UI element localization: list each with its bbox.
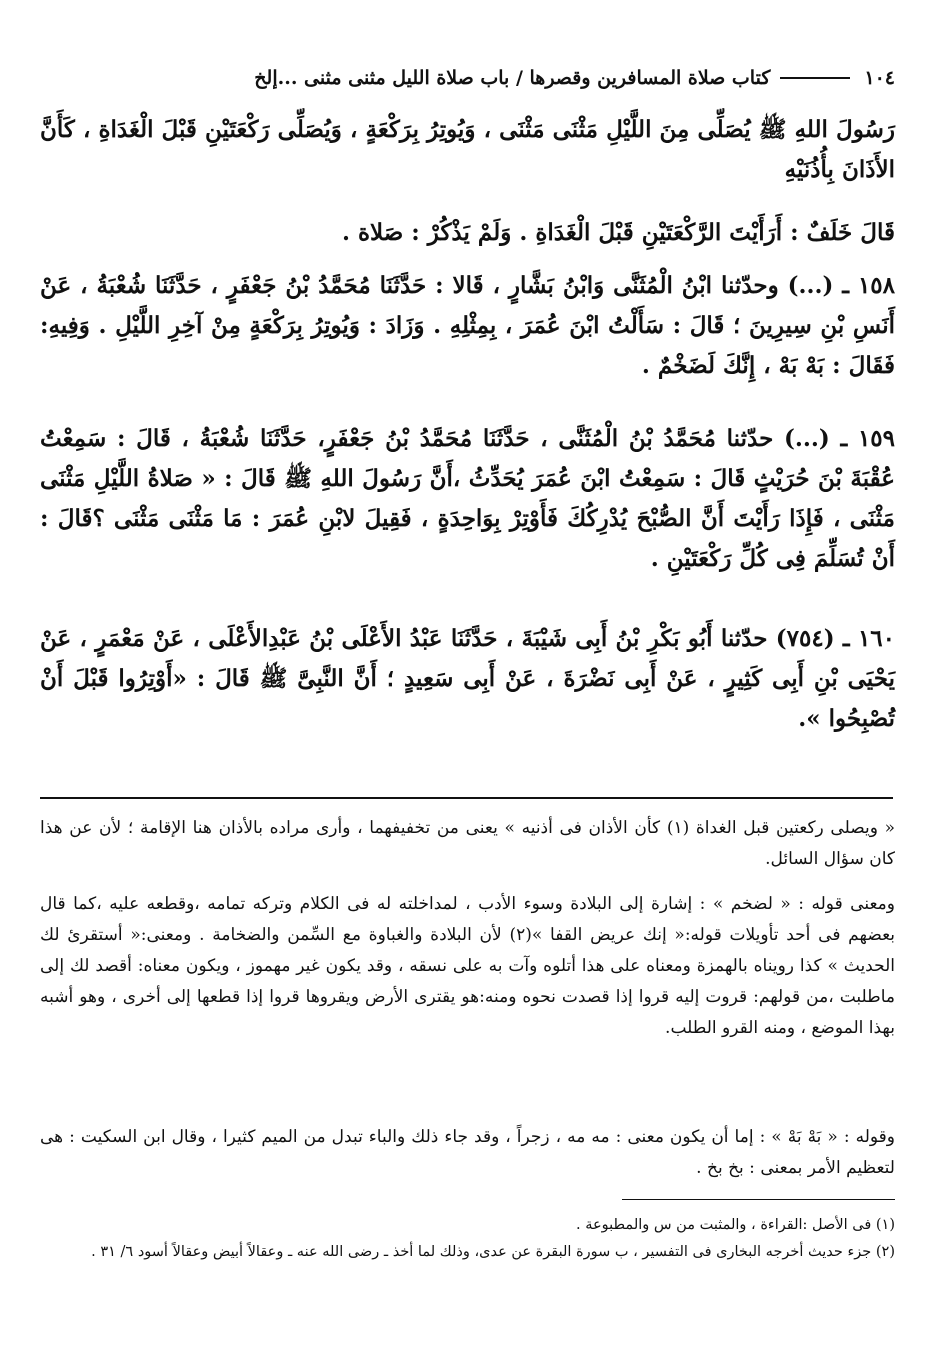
text-divider	[40, 797, 893, 799]
hadith-paragraph: قَالَ خَلَفٌ : أَرَأَيْتَ الرَّكْعَتَيْنِ قَبْلَ الْغَدَاةِ . وَلَمْ يَذْكُرْ : صَلاة .	[341, 219, 895, 246]
footnote: (٢) جزء حديث أخرجه البخارى فى التفسير ، ب سورة البقرة عن عدى، وذلك لما أخذ ـ رضى الله عنه ـ وعقالاً أبيض وعقالاً أسود ٦/ ٣١ .	[91, 1244, 895, 1260]
hadith-text	[40, 110, 895, 739]
commentary-paragraph: « ويصلى ركعتين قبل الغداة (١) كأن الأذان فى أذنيه » يعنى من تخفيفهما ، وأرى مراده بالأذان هنا الإقامة ؛ لأن عن هذا كان سؤال السائل.	[40, 818, 895, 869]
commentary-paragraph: ومعنى قوله : « لضخم » : إشارة إلى البلادة وسوء الأدب ، لمداخلته له فى الكلام وتركه تمامه ،وقطعه عليه ،كما قال بعضهم فى أحد تأويلات قوله:« إنك عريض القفا »(٢) لأن البلادة والغباوة مع السِّمن والضخامة . ومعنى:« أستقرئ لك الحديث » كذا رويناه بالهمزة ومعناه على هذا أتلوه وآت به على نسقه ، وقد يكون غير مهموز ، ويكون معناه: أقصد لك إلى ماطلبت ،من قولهم: قروت إليه قروا إذا قصدت نحوه ومنه:هو يقترى الأرض ويقروها قروا إذا قطعها إلى أخرى ، وهو أشبه بهذا الموضع ، ومنه القرو الطلب.	[40, 894, 896, 1038]
footnotes	[40, 1212, 895, 1266]
commentary	[40, 813, 895, 1184]
commentary-paragraph: وقوله : « بَهْ بَهْ » : إما أن يكون معنى : مه مه ، زجراً ، وقد جاء ذلك والباء تبدل من الميم كثيرا ، وقال ابن السكيت : هى لتعظيم الأمر بمعنى : بخ بخ .	[40, 1127, 895, 1178]
hadith-paragraph: ١٥٩ ـ (...) حدّثنا مُحَمَّدُ بْنُ الْمُثَنَّى ، حَدَّثَنَا مُحَمَّدُ بْنُ جَعْفَرٍ، حَدَّثَنَا شُعْبَةُ ، قَالَ : سَمِعْتُ عُقْبَةَ بْنَ حُرَيْثٍ قَالَ : سَمِعْتُ ابْنَ عُمَرَ يُحَدِّثُ ،أَنَّ رَسُولَ اللهِ ﷺ قَالَ : « صَلاةُ اللَّيْلِ مَثْنَى مَثْنَى ، فَإِذَا رَأَيْتَ أَنَّ الصُّبْحَ يُدْرِكُكَ فَأَوْتِرْ بِوَاحِدَةٍ ، فَقِيلَ لابْنِ عُمَرَ : مَا مَثْنَى مَثْنَى ؟قَالَ : أَنْ تُسَلِّمَ فِى كُلِّ رَكْعَتَيْنِ .	[40, 425, 895, 572]
hadith-paragraph: ١٥٨ ـ (...) وحدّثنا ابْنُ الْمُثَنَّى وَابْنُ بَشَّارٍ ، قَالا : حَدَّثَنَا مُحَمَّدُ بْنُ جَعْفَرٍ ، حَدَّثَنَا شُعْبَةُ ، عَنْ أَنَسِ بْنِ سِيرِينَ ؛ قَالَ : سَأَلْتُ ابْنَ عُمَرَ ، بِمِثْلِهِ . وَزَادَ : وَيُوتِرُ بِرَكْعَةٍ مِنْ آخِرِ اللَّيْلِ . وَفِيهِ: فَقَالَ : بَهْ بَهْ ، إِنَّكَ لَضَخْمٌ .	[40, 272, 895, 379]
page-number: ١٠٤	[864, 67, 895, 89]
hadith-paragraph: ١٦٠ ـ (٧٥٤) حدّثنا أَبُو بَكْرِ بْنُ أَبِى شَيْبَةَ ، حَدَّثَنَا عَبْدُ الأَعْلَى بْنُ عَبْدِالأَعْلَى ، عَنْ مَعْمَرٍ ، عَنْ يَحْيَى بْنِ أَبِى كَثِيرٍ ، عَنْ أَبِى نَضْرَةَ ، عَنْ أَبِى سَعِيدٍ ؛ أَنَّ النَّبِىَّ ﷺ قَالَ : «أَوْتِرُوا قَبْلَ أَنْ تُصْبِحُوا ».	[40, 625, 895, 732]
running-title: كتاب صلاة المسافرين وقصرها / باب صلاة الليل مثنى مثنى ...إلخ	[254, 67, 771, 89]
footnote-rule	[622, 1199, 895, 1200]
footnote: (١) فى الأصل :القراءة ، والمثبت من س والمطبوعة .	[576, 1217, 895, 1233]
hadith-paragraph: رَسُولَ اللهِ ﷺ يُصَلِّى مِنَ اللَّيْلِ مَثْنَى مَثْنَى ، وَيُوتِرُ بِرَكْعَةٍ ، وَيُصَلِّى رَكْعَتَيْنِ قَبْلَ الْغَدَاةِ ، كَأَنَّ الأَذَانَ بِأُذُنَيْهِ	[40, 116, 895, 183]
running-header	[40, 62, 895, 94]
header-rule	[780, 77, 850, 79]
